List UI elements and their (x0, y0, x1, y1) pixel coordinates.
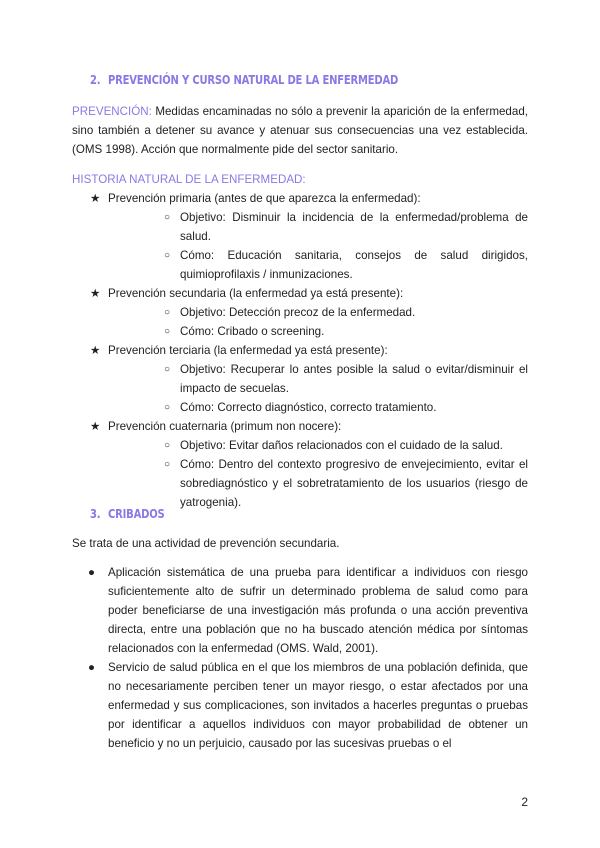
star-icon: ★ (90, 287, 101, 300)
circle-bullet-icon: ○ (164, 326, 171, 337)
prevention-subitem-text: Objetivo: Evitar daños relacionados con el cuidado de la salud. (180, 439, 503, 452)
prevention-item (72, 189, 528, 284)
star-icon: ★ (90, 192, 101, 205)
prevention-item-title: Prevención primaria (antes de que aparezca la enfermedad): (108, 192, 421, 205)
section-2-number: 2. (90, 74, 101, 88)
circle-bullet-icon: ○ (164, 212, 171, 223)
circle-bullet-icon: ○ (164, 440, 171, 451)
cribados-intro-text: Se trata de una actividad de prevención secundaria. (72, 537, 340, 550)
prevention-subitem-text: Objetivo: Recuperar lo antes posible la salud o evitar/disminuir el impacto de secuelas. (180, 363, 528, 395)
cribados-bullets (72, 563, 528, 753)
star-icon: ★ (90, 344, 101, 357)
cribados-intro (72, 534, 528, 553)
prevention-item (72, 417, 528, 512)
prevention-subitem-text: Cómo: Correcto diagnóstico, correcto tratamiento. (180, 401, 437, 414)
prevention-sublist (108, 360, 528, 417)
prevention-subitem (108, 436, 528, 455)
prevention-list (72, 189, 528, 512)
prevention-subitem (108, 246, 528, 284)
historia-label: HISTORIA NATURAL DE LA ENFERMEDAD: (72, 173, 306, 186)
prevention-subitem (108, 455, 528, 512)
section-2-title: PREVENCIÓN Y CURSO NATURAL DE LA ENFERMEDAD (108, 74, 399, 88)
prevencion-paragraph (72, 102, 528, 159)
prevention-subitem-text: Objetivo: Disminuir la incidencia de la enfermedad/problema de salud. (180, 211, 528, 243)
prevention-subitem (108, 360, 528, 398)
circle-bullet-icon: ○ (164, 364, 171, 375)
prevention-subitem-text: Cómo: Cribado o screening. (180, 325, 325, 338)
star-icon: ★ (90, 420, 101, 433)
circle-bullet-icon: ○ (164, 459, 171, 470)
section-3-number: 3. (90, 508, 101, 522)
cribado-item (72, 658, 528, 753)
circle-bullet-icon: ○ (164, 402, 171, 413)
prevencion-label: PREVENCIÓN: (72, 105, 152, 118)
section-3-heading (72, 508, 528, 522)
section-3-title: CRIBADOS (108, 508, 165, 522)
prevencion-text: Medidas encaminadas no sólo a prevenir la aparición de la enfermedad, sino también a detener su avance y atenuar sus consecuencias una vez establecida. (OMS 1998). Acción que normalmente pide del sector sanitario. (72, 105, 528, 156)
prevention-subitem-text: Objetivo: Detección precoz de la enfermedad. (180, 306, 416, 319)
bullet-icon: ● (88, 661, 96, 674)
prevention-item (72, 341, 528, 417)
cribado-item-text: Aplicación sistemática de una prueba para identificar a individuos con riesgo suficientemente alto de sufrir un determinado problema de salud como para poder beneficiarse de una investigación más profunda o una acción preventiva directa, entre una población que no ha buscado atención médica por síntomas relacionados con la enfermedad (OMS. Wald, 2001). (108, 566, 528, 655)
prevention-subitem (108, 303, 528, 322)
prevention-sublist (108, 436, 528, 512)
prevention-subitem-text: Cómo: Dentro del contexto progresivo de envejecimiento, evitar el sobrediagnóstico y el sobretratamiento de los usuarios (riesgo de yatrogenia). (180, 458, 528, 509)
prevention-sublist (108, 303, 528, 341)
historia-natural-section (72, 170, 528, 512)
prevention-subitem-text: Cómo: Educación sanitaria, consejos de salud dirigidos, quimioprofilaxis / inmunizaciones. (180, 249, 528, 281)
circle-bullet-icon: ○ (164, 307, 171, 318)
prevention-item-title: Prevención secundaria (la enfermedad ya está presente): (108, 287, 404, 300)
section-2-heading (72, 74, 528, 88)
page-number: 2 (521, 795, 528, 809)
prevention-subitem (108, 208, 528, 246)
cribado-item (72, 563, 528, 658)
bullet-icon: ● (88, 566, 96, 579)
circle-bullet-icon: ○ (164, 250, 171, 261)
prevention-item-title: Prevención terciaria (la enfermedad ya está presente): (108, 344, 388, 357)
prevention-item-title: Prevención cuaternaria (primum non nocere): (108, 420, 342, 433)
prevention-sublist (108, 208, 528, 284)
prevention-subitem (108, 322, 528, 341)
cribado-item-text: Servicio de salud pública en el que los miembros de una población definida, que no necesariamente perciben tener un mayor riesgo, o estar afectados por una enfermedad y sus complicaciones, son invitados a hacerles preguntas o pruebas por identificar a aquellos individuos con mayor probabilidad de obtener un beneficio y no un perjuicio, causado por las sucesivas pruebas o el (108, 661, 528, 750)
prevention-item (72, 284, 528, 341)
prevention-subitem (108, 398, 528, 417)
cribados-list (72, 563, 528, 753)
